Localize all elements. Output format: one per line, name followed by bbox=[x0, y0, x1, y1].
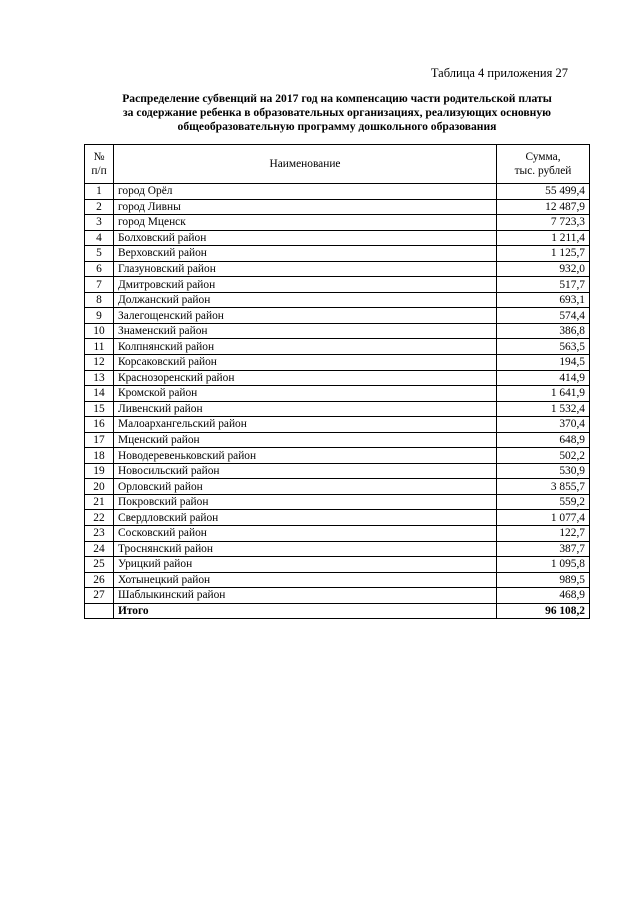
header-name: Наименование bbox=[114, 145, 497, 184]
row-sum: 530,9 bbox=[497, 463, 590, 479]
table-row bbox=[85, 557, 590, 573]
row-num: 13 bbox=[85, 370, 114, 386]
row-sum: 1 077,4 bbox=[497, 510, 590, 526]
table-row bbox=[85, 323, 590, 339]
row-sum: 648,9 bbox=[497, 432, 590, 448]
document-title bbox=[84, 92, 590, 134]
row-num: 26 bbox=[85, 572, 114, 588]
row-sum: 55 499,4 bbox=[497, 184, 590, 200]
row-name: Малоархангельский район bbox=[114, 417, 497, 433]
row-name: Верховский район bbox=[114, 246, 497, 262]
row-sum: 386,8 bbox=[497, 323, 590, 339]
table-row bbox=[85, 292, 590, 308]
row-num: 21 bbox=[85, 494, 114, 510]
row-num: 20 bbox=[85, 479, 114, 495]
table-row bbox=[85, 261, 590, 277]
row-sum: 3 855,7 bbox=[497, 479, 590, 495]
title-line-1: Распределение субвенций на 2017 год на компенсацию части родительской платы bbox=[122, 92, 552, 105]
row-num: 8 bbox=[85, 292, 114, 308]
row-name: Ливенский район bbox=[114, 401, 497, 417]
total-label: Итого bbox=[114, 603, 497, 619]
row-num: 17 bbox=[85, 432, 114, 448]
table-row bbox=[85, 541, 590, 557]
row-num: 22 bbox=[85, 510, 114, 526]
header-sum-line2: тыс. рублей bbox=[514, 165, 572, 177]
header-num bbox=[85, 145, 114, 184]
row-num: 24 bbox=[85, 541, 114, 557]
table-row bbox=[85, 526, 590, 542]
row-sum: 1 125,7 bbox=[497, 246, 590, 262]
row-num: 12 bbox=[85, 355, 114, 371]
row-sum: 12 487,9 bbox=[497, 199, 590, 215]
table-body bbox=[85, 184, 590, 619]
row-name: Дмитровский район bbox=[114, 277, 497, 293]
row-sum: 1 532,4 bbox=[497, 401, 590, 417]
table-row bbox=[85, 588, 590, 604]
row-name: Корсаковский район bbox=[114, 355, 497, 371]
row-num: 10 bbox=[85, 323, 114, 339]
row-name: Кромской район bbox=[114, 386, 497, 402]
row-num: 18 bbox=[85, 448, 114, 464]
header-num-line2: п/п bbox=[91, 165, 107, 177]
row-name: город Орёл bbox=[114, 184, 497, 200]
row-sum: 1 211,4 bbox=[497, 230, 590, 246]
table-total-row bbox=[85, 603, 590, 619]
table-row bbox=[85, 448, 590, 464]
table-row bbox=[85, 432, 590, 448]
table-row bbox=[85, 494, 590, 510]
table-row bbox=[85, 401, 590, 417]
row-num: 9 bbox=[85, 308, 114, 324]
table-row bbox=[85, 479, 590, 495]
row-sum: 414,9 bbox=[497, 370, 590, 386]
total-num-empty bbox=[85, 603, 114, 619]
row-sum: 693,1 bbox=[497, 292, 590, 308]
table-row bbox=[85, 417, 590, 433]
row-sum: 932,0 bbox=[497, 261, 590, 277]
table-row bbox=[85, 572, 590, 588]
row-num: 16 bbox=[85, 417, 114, 433]
row-sum: 370,4 bbox=[497, 417, 590, 433]
row-sum: 574,4 bbox=[497, 308, 590, 324]
row-sum: 563,5 bbox=[497, 339, 590, 355]
table-row bbox=[85, 355, 590, 371]
row-name: Знаменский район bbox=[114, 323, 497, 339]
row-name: город Ливны bbox=[114, 199, 497, 215]
table-row bbox=[85, 230, 590, 246]
row-name: Новосильский район bbox=[114, 463, 497, 479]
row-num: 11 bbox=[85, 339, 114, 355]
row-name: Орловский район bbox=[114, 479, 497, 495]
table-row bbox=[85, 215, 590, 231]
row-num: 15 bbox=[85, 401, 114, 417]
header-sum bbox=[497, 145, 590, 184]
row-sum: 387,7 bbox=[497, 541, 590, 557]
row-num: 5 bbox=[85, 246, 114, 262]
row-name: Колпнянский район bbox=[114, 339, 497, 355]
table-row bbox=[85, 370, 590, 386]
row-sum: 559,2 bbox=[497, 494, 590, 510]
row-name: Должанский район bbox=[114, 292, 497, 308]
row-num: 14 bbox=[85, 386, 114, 402]
subvention-table bbox=[84, 144, 590, 619]
row-sum: 989,5 bbox=[497, 572, 590, 588]
header-sum-line1: Сумма, bbox=[525, 151, 561, 163]
table-reference: Таблица 4 приложения 27 bbox=[430, 66, 568, 80]
header-num-line1: № bbox=[93, 151, 105, 163]
table-row bbox=[85, 308, 590, 324]
row-num: 1 bbox=[85, 184, 114, 200]
row-sum: 194,5 bbox=[497, 355, 590, 371]
row-num: 27 bbox=[85, 588, 114, 604]
table-row bbox=[85, 510, 590, 526]
table-row bbox=[85, 184, 590, 200]
row-sum: 1 641,9 bbox=[497, 386, 590, 402]
row-num: 3 bbox=[85, 215, 114, 231]
row-name: Шаблыкинский район bbox=[114, 588, 497, 604]
title-line-3: общеобразовательную программу дошкольного образования bbox=[177, 120, 497, 133]
table-row bbox=[85, 463, 590, 479]
row-name: Глазуновский район bbox=[114, 261, 497, 277]
table-row bbox=[85, 339, 590, 355]
row-name: Троснянский район bbox=[114, 541, 497, 557]
row-name: Хотынецкий район bbox=[114, 572, 497, 588]
row-name: город Мценск bbox=[114, 215, 497, 231]
table-row bbox=[85, 277, 590, 293]
row-name: Сосковский район bbox=[114, 526, 497, 542]
row-num: 7 bbox=[85, 277, 114, 293]
row-sum: 122,7 bbox=[497, 526, 590, 542]
row-name: Свердловский район bbox=[114, 510, 497, 526]
row-num: 4 bbox=[85, 230, 114, 246]
row-name: Урицкий район bbox=[114, 557, 497, 573]
total-sum: 96 108,2 bbox=[497, 603, 590, 619]
row-num: 19 bbox=[85, 463, 114, 479]
table-header-row bbox=[85, 145, 590, 184]
row-num: 25 bbox=[85, 557, 114, 573]
table-row bbox=[85, 386, 590, 402]
row-name: Мценский район bbox=[114, 432, 497, 448]
row-name: Краснозоренский район bbox=[114, 370, 497, 386]
row-num: 6 bbox=[85, 261, 114, 277]
row-num: 23 bbox=[85, 526, 114, 542]
row-sum: 468,9 bbox=[497, 588, 590, 604]
row-num: 2 bbox=[85, 199, 114, 215]
table-row bbox=[85, 246, 590, 262]
row-sum: 502,2 bbox=[497, 448, 590, 464]
row-sum: 517,7 bbox=[497, 277, 590, 293]
row-name: Залегощенский район bbox=[114, 308, 497, 324]
row-sum: 1 095,8 bbox=[497, 557, 590, 573]
table-row bbox=[85, 199, 590, 215]
row-name: Покровский район bbox=[114, 494, 497, 510]
row-name: Болховский район bbox=[114, 230, 497, 246]
title-line-2: за содержание ребенка в образовательных организациях, реализующих основную bbox=[122, 106, 552, 119]
row-name: Новодеревеньковский район bbox=[114, 448, 497, 464]
row-sum: 7 723,3 bbox=[497, 215, 590, 231]
